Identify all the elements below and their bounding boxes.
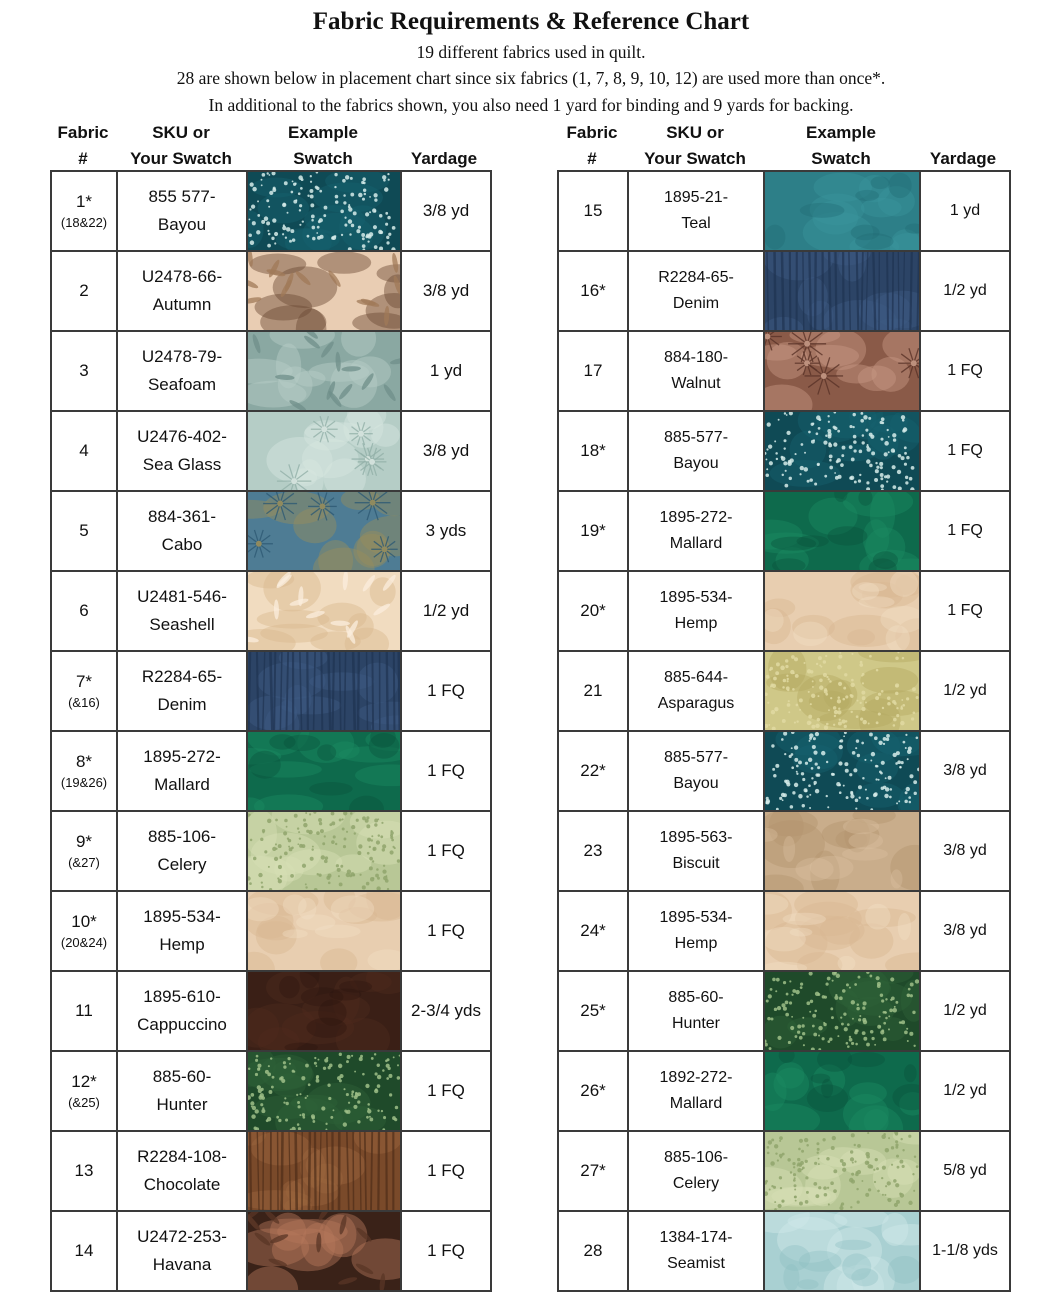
sku-color-name: Teal xyxy=(681,215,711,232)
fabric-swatch-image xyxy=(248,172,400,250)
sku-code: 1892-272- xyxy=(659,1069,733,1086)
fabric-swatch-image xyxy=(248,892,400,970)
sku-color-name: Mallard xyxy=(154,775,210,794)
sku-color-name: Autumn xyxy=(152,295,212,314)
fabric-swatch-image xyxy=(765,732,919,810)
sku-header-line1: SKU or xyxy=(152,123,210,142)
yardage-cell: 1 FQ xyxy=(401,891,491,971)
sku-cell xyxy=(117,731,247,811)
fabric-row xyxy=(51,891,491,971)
swatch-cell xyxy=(764,1211,920,1291)
sku-cell xyxy=(628,491,764,571)
sku-color-name: Hemp xyxy=(674,615,718,632)
yardage-cell: 1/2 yd xyxy=(920,251,1010,331)
fabric-number-cell xyxy=(558,171,628,251)
fabric-number: 18* xyxy=(580,441,606,460)
sku-color-name: Asparagus xyxy=(657,695,735,712)
swatch-header-line2: Swatch xyxy=(811,149,871,168)
swatch-cell xyxy=(247,491,401,571)
fabric-number: 27* xyxy=(580,1161,606,1180)
fabric-swatch-image xyxy=(765,972,919,1050)
swatch-cell xyxy=(247,411,401,491)
fabric-number: 8* xyxy=(75,752,93,771)
fabric-number: 6 xyxy=(79,601,89,620)
fabric-number-cell xyxy=(558,811,628,891)
fabric-swatch-image xyxy=(248,652,400,730)
fabric-row xyxy=(51,491,491,571)
yardage-cell: 1 FQ xyxy=(920,491,1010,571)
fabric-row xyxy=(558,171,1010,251)
sku-code: 1895-534- xyxy=(143,907,221,926)
swatch-cell xyxy=(764,251,920,331)
yardage-cell: 3/8 yd xyxy=(401,251,491,331)
sku-code: 885-60- xyxy=(668,989,724,1006)
swatch-cell xyxy=(764,571,920,651)
fabric-row xyxy=(51,811,491,891)
fabric-swatch-image xyxy=(248,332,400,410)
fabric-number-cell xyxy=(558,571,628,651)
swatch-cell xyxy=(247,651,401,731)
subtitle-line-2: 28 are shown below in placement chart since six fabrics (1, 7, 8, 9, 10, 12) are used more than once*. xyxy=(176,68,886,88)
yardage-cell: 3/8 yd xyxy=(920,731,1010,811)
fabric-row xyxy=(558,491,1010,571)
sku-cell xyxy=(628,811,764,891)
fabric-number-cell xyxy=(51,1051,117,1131)
sku-code: 1895-272- xyxy=(659,509,733,526)
fabric-row xyxy=(558,971,1010,1051)
sku-color-name: Seashell xyxy=(149,615,215,634)
fabric-swatch-image xyxy=(765,412,919,490)
fabric-swatch-image xyxy=(765,572,919,650)
fabric-swatch-image xyxy=(248,252,400,330)
fabric-number-cell xyxy=(51,1131,117,1211)
swatch-cell xyxy=(247,731,401,811)
fabric-row xyxy=(51,331,491,411)
swatch-header-line1: Example xyxy=(806,123,876,142)
yardage-cell: 1 FQ xyxy=(401,1211,491,1291)
fabric-row xyxy=(558,1051,1010,1131)
fabric-swatch-image xyxy=(765,1212,919,1290)
sku-cell xyxy=(628,411,764,491)
swatch-cell xyxy=(247,891,401,971)
sku-color-name: Bayou xyxy=(157,215,207,234)
fabric-number-cell xyxy=(558,1131,628,1211)
fabric-row xyxy=(51,411,491,491)
sku-code: U2472-253- xyxy=(137,1227,227,1246)
fabric-reuse-note: (&27) xyxy=(68,855,100,870)
fabric-number-cell xyxy=(558,491,628,571)
fabric-number: 28 xyxy=(583,1241,603,1260)
fabric-swatch-image xyxy=(248,1052,400,1130)
yardage-cell: 1 FQ xyxy=(401,811,491,891)
swatch-cell xyxy=(764,411,920,491)
fabric-number: 2 xyxy=(79,281,89,300)
fabric-number: 3 xyxy=(79,361,89,380)
fabric-number: 10* xyxy=(71,912,97,931)
sku-color-name: Cappuccino xyxy=(137,1015,227,1034)
yardage-cell: 1 FQ xyxy=(401,731,491,811)
sku-color-name: Celery xyxy=(672,1175,720,1192)
sku-code: 1895-534- xyxy=(659,909,733,926)
sku-code: 885-644- xyxy=(663,669,729,686)
fabric-swatch-image xyxy=(765,1052,919,1130)
fabric-number-cell xyxy=(51,1211,117,1291)
sku-code: U2481-546- xyxy=(137,587,227,606)
sku-cell xyxy=(117,1051,247,1131)
sku-color-name: Denim xyxy=(157,695,207,714)
fabric-number-cell xyxy=(558,1051,628,1131)
fabric-number: 7* xyxy=(75,672,93,691)
fabric-number-cell xyxy=(558,731,628,811)
swatch-cell xyxy=(247,571,401,651)
right-swatch-header xyxy=(763,120,919,172)
fabric-row xyxy=(51,1211,491,1291)
sku-code: U2478-66- xyxy=(141,267,223,286)
fabric-row xyxy=(558,891,1010,971)
fabric-row xyxy=(558,1131,1010,1211)
sku-cell xyxy=(628,731,764,811)
sku-cell xyxy=(628,971,764,1051)
sku-code: 885-60- xyxy=(152,1067,212,1086)
sku-code: 1895-21- xyxy=(663,189,729,206)
left-swatch-header xyxy=(246,120,400,172)
fabric-reuse-note: (&25) xyxy=(68,1095,100,1110)
swatch-cell xyxy=(247,171,401,251)
yardage-cell: 1 FQ xyxy=(920,331,1010,411)
fabric-swatch-image xyxy=(765,252,919,330)
sku-cell xyxy=(117,1211,247,1291)
fabric-number: 23 xyxy=(583,841,603,860)
swatch-header-line2: Swatch xyxy=(293,149,353,168)
fabric-reuse-note: (&16) xyxy=(68,695,100,710)
sku-code: 884-361- xyxy=(147,507,217,526)
fabric-swatch-image xyxy=(248,972,400,1050)
fabric-number: 11 xyxy=(75,1001,93,1020)
fabric-number-cell xyxy=(558,971,628,1051)
sku-cell xyxy=(117,1131,247,1211)
sku-code: R2284-65- xyxy=(658,269,734,286)
sku-cell xyxy=(628,331,764,411)
sku-color-name: Hemp xyxy=(159,935,205,954)
sku-cell xyxy=(628,1211,764,1291)
sku-code: 884-180- xyxy=(663,349,729,366)
swatch-cell xyxy=(764,651,920,731)
swatch-cell xyxy=(764,1051,920,1131)
right-fabric-header xyxy=(557,120,627,172)
fabric-swatch-image xyxy=(765,812,919,890)
fabric-row xyxy=(51,651,491,731)
fabric-number: 1* xyxy=(75,192,93,211)
fabric-swatch-image xyxy=(248,1212,400,1290)
fabric-reuse-note: (19&26) xyxy=(60,775,108,790)
fabric-number-cell xyxy=(558,331,628,411)
swatch-cell xyxy=(247,1211,401,1291)
page-title: Fabric Requirements & Reference Chart xyxy=(312,8,750,35)
fabric-row xyxy=(558,731,1010,811)
yardage-cell: 3/8 yd xyxy=(401,171,491,251)
fabric-swatch-image xyxy=(765,332,919,410)
sku-code: 1895-610- xyxy=(143,987,221,1006)
yardage-cell: 3 yds xyxy=(401,491,491,571)
sku-color-name: Seafoam xyxy=(147,375,217,394)
fabric-reuse-note: (20&24) xyxy=(60,935,108,950)
swatch-cell xyxy=(247,1051,401,1131)
sku-color-name: Celery xyxy=(157,855,207,874)
yardage-cell: 1/2 yd xyxy=(920,651,1010,731)
fabric-swatch-image xyxy=(248,412,400,490)
sku-cell xyxy=(117,811,247,891)
fabric-reuse-note: (18&22) xyxy=(60,215,108,230)
sku-color-name: Chocolate xyxy=(143,1175,221,1194)
sku-color-name: Hunter xyxy=(671,1015,721,1032)
fabric-number: 12* xyxy=(71,1072,97,1091)
sku-cell xyxy=(628,651,764,731)
fabric-number-cell xyxy=(51,171,117,251)
fabric-swatch-image xyxy=(765,892,919,970)
sku-code: 1384-174- xyxy=(659,1229,733,1246)
swatch-cell xyxy=(247,971,401,1051)
sku-color-name: Mallard xyxy=(669,1095,723,1112)
sku-color-name: Denim xyxy=(672,295,720,312)
sku-color-name: Bayou xyxy=(673,455,719,472)
fabric-number-cell xyxy=(558,251,628,331)
sku-code: 1895-563- xyxy=(659,829,733,846)
sku-cell xyxy=(117,971,247,1051)
yardage-cell: 3/8 yd xyxy=(401,411,491,491)
swatch-cell xyxy=(764,731,920,811)
right-yardage-header: Yardage xyxy=(929,149,997,168)
left-fabric-header xyxy=(50,120,116,172)
swatch-cell xyxy=(247,811,401,891)
yardage-cell: 1 FQ xyxy=(401,651,491,731)
sku-cell xyxy=(628,1051,764,1131)
yardage-cell: 3/8 yd xyxy=(920,811,1010,891)
yardage-cell: 1 FQ xyxy=(401,1131,491,1211)
fabric-number-cell xyxy=(51,331,117,411)
fabric-number-cell xyxy=(51,571,117,651)
fabric-row xyxy=(558,331,1010,411)
fabric-header-line1: Fabric xyxy=(566,123,618,142)
fabric-number: 20* xyxy=(580,601,606,620)
fabric-number: 5 xyxy=(79,521,89,540)
swatch-cell xyxy=(764,1131,920,1211)
fabric-number: 24* xyxy=(580,921,606,940)
sku-color-name: Seamist xyxy=(667,1255,725,1272)
fabric-number-cell xyxy=(558,1211,628,1291)
fabric-row xyxy=(558,251,1010,331)
sku-cell xyxy=(117,411,247,491)
sku-header-line2: Your Swatch xyxy=(130,149,232,168)
yardage-cell: 1 FQ xyxy=(920,411,1010,491)
fabric-number-cell xyxy=(51,891,117,971)
fabric-header-line2: # xyxy=(587,149,597,168)
swatch-cell xyxy=(764,971,920,1051)
fabric-row xyxy=(558,411,1010,491)
fabric-number-cell xyxy=(51,731,117,811)
sku-color-name: Hemp xyxy=(674,935,718,952)
swatch-cell xyxy=(764,811,920,891)
yardage-cell: 1/2 yd xyxy=(920,971,1010,1051)
left-yardage-header: Yardage xyxy=(410,149,478,168)
fabric-number-cell xyxy=(51,811,117,891)
yardage-cell: 1/2 yd xyxy=(401,571,491,651)
sku-cell xyxy=(628,1131,764,1211)
fabric-swatch-image xyxy=(765,652,919,730)
swatch-cell xyxy=(764,331,920,411)
sku-code: 885-106- xyxy=(663,1149,729,1166)
sku-code: 885-577- xyxy=(663,429,729,446)
fabric-row xyxy=(51,1051,491,1131)
sku-header-line1: SKU or xyxy=(666,123,724,142)
yardage-cell: 1 yd xyxy=(920,171,1010,251)
fabric-number: 26* xyxy=(580,1081,606,1100)
fabric-number: 25* xyxy=(580,1001,606,1020)
fabric-swatch-image xyxy=(765,492,919,570)
fabric-number-cell xyxy=(558,411,628,491)
sku-cell xyxy=(628,571,764,651)
sku-cell xyxy=(628,171,764,251)
sku-cell xyxy=(117,331,247,411)
fabric-swatch-image xyxy=(248,572,400,650)
fabric-number: 21 xyxy=(583,681,603,700)
sku-code: 885-577- xyxy=(663,749,729,766)
fabric-row xyxy=(558,811,1010,891)
yardage-cell: 2-3/4 yds xyxy=(401,971,491,1051)
sku-code: 885-106- xyxy=(147,827,217,846)
fabric-number-cell xyxy=(51,251,117,331)
yardage-cell: 1 yd xyxy=(401,331,491,411)
fabric-swatch-image xyxy=(248,1132,400,1210)
swatch-cell xyxy=(764,491,920,571)
fabric-number: 19* xyxy=(580,521,606,540)
sku-header-line2: Your Swatch xyxy=(644,149,746,168)
fabric-swatch-image xyxy=(248,732,400,810)
sku-cell xyxy=(117,251,247,331)
right-fabric-table xyxy=(557,170,1011,1292)
fabric-row xyxy=(558,651,1010,731)
sku-color-name: Bayou xyxy=(673,775,719,792)
sku-color-name: Cabo xyxy=(161,535,203,554)
sku-cell xyxy=(628,251,764,331)
sku-code: 1895-534- xyxy=(659,589,733,606)
sku-cell xyxy=(117,571,247,651)
fabric-number: 22* xyxy=(580,761,606,780)
fabric-number-cell xyxy=(558,891,628,971)
fabric-row xyxy=(51,171,491,251)
yardage-cell: 5/8 yd xyxy=(920,1131,1010,1211)
fabric-row xyxy=(51,1131,491,1211)
fabric-number: 4 xyxy=(79,441,89,460)
sku-color-name: Havana xyxy=(152,1255,212,1274)
swatch-cell xyxy=(764,891,920,971)
sku-code: U2476-402- xyxy=(137,427,227,446)
sku-code: 1895-272- xyxy=(143,747,221,766)
swatch-header-line1: Example xyxy=(288,123,358,142)
fabric-header-line2: # xyxy=(78,149,88,168)
sku-code: R2284-108- xyxy=(137,1147,227,1166)
subtitle-line-1: 19 different fabrics used in quilt. xyxy=(416,42,646,62)
fabric-number: 15 xyxy=(583,201,603,220)
fabric-swatch-image xyxy=(248,812,400,890)
sku-code: R2284-65- xyxy=(141,667,223,686)
fabric-row xyxy=(51,971,491,1051)
fabric-number-cell xyxy=(51,651,117,731)
sku-cell xyxy=(117,491,247,571)
fabric-header-line1: Fabric xyxy=(57,123,109,142)
right-sku-header xyxy=(627,120,763,172)
sku-color-name: Hunter xyxy=(156,1095,208,1114)
fabric-number-cell xyxy=(51,491,117,571)
fabric-number-cell xyxy=(558,651,628,731)
yardage-cell: 1/2 yd xyxy=(920,1051,1010,1131)
swatch-cell xyxy=(764,171,920,251)
fabric-row xyxy=(51,571,491,651)
fabric-row xyxy=(558,1211,1010,1291)
sku-color-name: Mallard xyxy=(669,535,723,552)
sku-code: U2478-79- xyxy=(141,347,223,366)
yardage-cell: 3/8 yd xyxy=(920,891,1010,971)
fabric-number: 14 xyxy=(74,1241,94,1260)
fabric-number: 9* xyxy=(75,832,93,851)
fabric-row xyxy=(558,571,1010,651)
swatch-cell xyxy=(247,331,401,411)
sku-color-name: Walnut xyxy=(671,375,721,392)
fabric-number-cell xyxy=(51,411,117,491)
sku-color-name: Sea Glass xyxy=(142,455,222,474)
fabric-number: 17 xyxy=(583,361,603,380)
sku-code: 855 577- xyxy=(148,187,216,206)
yardage-cell: 1-1/8 yds xyxy=(920,1211,1010,1291)
swatch-cell xyxy=(247,1131,401,1211)
fabric-number: 16* xyxy=(580,281,606,300)
yardage-cell: 1 FQ xyxy=(401,1051,491,1131)
sku-cell xyxy=(117,171,247,251)
subtitle-line-3: In additional to the fabrics shown, you also need 1 yard for binding and 9 yards for backing. xyxy=(208,95,854,115)
left-fabric-table xyxy=(50,170,492,1292)
yardage-cell: 1 FQ xyxy=(920,571,1010,651)
sku-color-name: Biscuit xyxy=(672,855,720,872)
fabric-number: 13 xyxy=(74,1161,94,1180)
left-sku-header xyxy=(116,120,246,172)
fabric-swatch-image xyxy=(765,172,919,250)
fabric-row xyxy=(51,251,491,331)
fabric-row xyxy=(51,731,491,811)
fabric-number-cell xyxy=(51,971,117,1051)
sku-cell xyxy=(628,891,764,971)
fabric-swatch-image xyxy=(765,1132,919,1210)
sku-cell xyxy=(117,891,247,971)
sku-cell xyxy=(117,651,247,731)
swatch-cell xyxy=(247,251,401,331)
fabric-swatch-image xyxy=(248,492,400,570)
